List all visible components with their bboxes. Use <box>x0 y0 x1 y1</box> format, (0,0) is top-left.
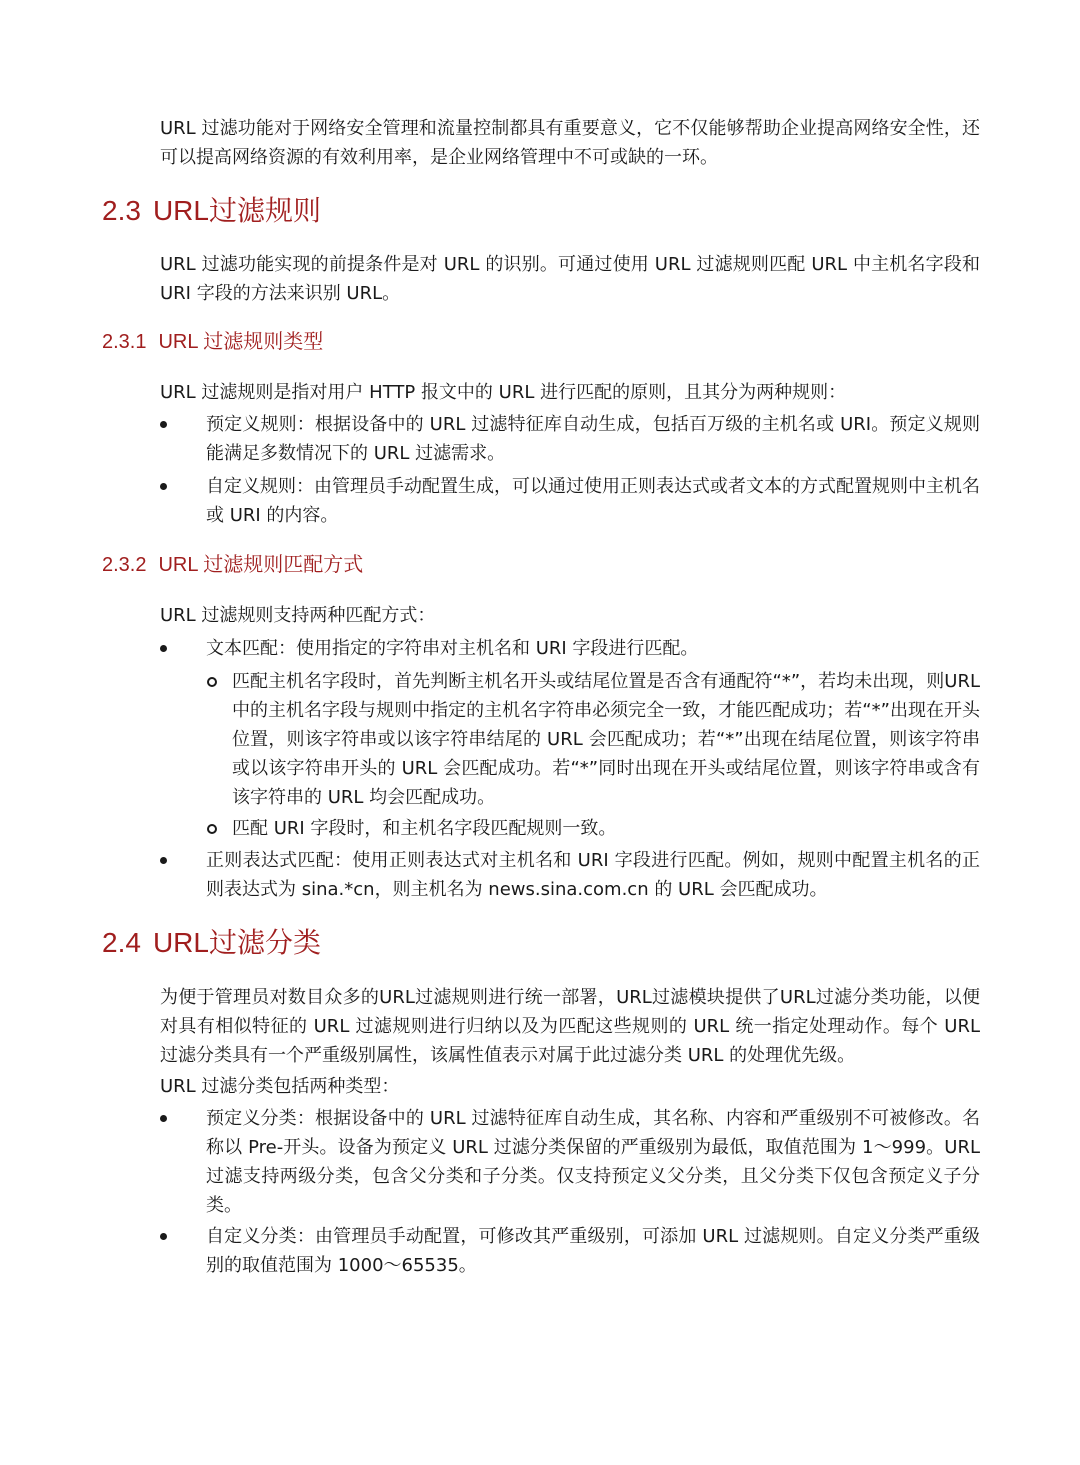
section-2-4-lead: URL 过滤分类包括两种类型： <box>160 1076 400 1097</box>
section-title: URL过滤规则 <box>152 195 321 226</box>
section-heading-2-4 <box>102 925 321 961</box>
section-heading-2-3 <box>102 193 321 229</box>
bullet-icon <box>160 483 167 490</box>
section-title: URL 过滤规则匹配方式 <box>158 554 364 576</box>
list-item: 文本匹配：使用指定的字符串对主机名和 URI 字段进行匹配。 <box>206 634 980 663</box>
section-title: URL 过滤规则类型 <box>158 331 324 353</box>
list-item: 预定义分类：根据设备中的 URL 过滤特征库自动生成，其名称、内容和严重级别不可被修改。名称以 Pre-开头。设备为预定义 URL 过滤分类保留的严重级别为最低，取值范围为 1～999。URL 过滤支持两级分类，包含父分类和子分类。仅支持预定义父分类，且父分类下仅包含预定义子分类。 <box>206 1104 980 1220</box>
section-number: 2.3 <box>102 195 141 226</box>
intro-paragraph: URL 过滤功能对于网络安全管理和流量控制都具有重要意义，它不仅能够帮助企业提高网络安全性，还可以提高网络资源的有效利用率，是企业网络管理中不可或缺的一环。 <box>160 118 980 168</box>
section-2-3-1-lead: URL 过滤规则是指对用户 HTTP 报文中的 URL 进行匹配的原则，且其分为两种规则： <box>160 382 847 403</box>
section-2-4-paragraph: 为便于管理员对数目众多的URL过滤规则进行统一部署，URL过滤模块提供了URL过滤分类功能，以便对具有相似特征的 URL 过滤规则进行归纳以及为匹配这些规则的 URL 统一指定处理动作。每个 URL 过滤分类具有一个严重级别属性，该属性值表示对属于此过滤分类 URL 的处理优先级。 <box>160 987 980 1066</box>
bullet-icon <box>160 1233 167 1240</box>
list-item: 预定义规则：根据设备中的 URL 过滤特征库自动生成，包括百万级的主机名或 URI。预定义规则能满足多数情况下的 URL 过滤需求。 <box>206 410 980 468</box>
sub-list-item: 匹配主机名字段时，首先判断主机名开头或结尾位置是否含有通配符“*”，若均未出现，则URL中的主机名字段与规则中指定的主机名字符串必须完全一致，才能匹配成功；若“*”出现在开头位置，则该字符串或以该字符串结尾的 URL 会匹配成功；若“*”出现在结尾位置，则该字符串或以该字符串开头的 URL 会匹配成功。若“*”同时出现在开头或结尾位置，则该字符串或含有该字符串的 URL 均会匹配成功。 <box>232 667 980 812</box>
list-item: 自定义分类：由管理员手动配置，可修改其严重级别，可添加 URL 过滤规则。自定义分类严重级别的取值范围为 1000～65535。 <box>206 1222 980 1280</box>
sub-list-item: 匹配 URI 字段时，和主机名字段匹配规则一致。 <box>232 814 980 843</box>
section-number: 2.3.2 <box>102 554 147 576</box>
list-item: 正则表达式匹配：使用正则表达式对主机名和 URI 字段进行匹配。例如，规则中配置主机名的正则表达式为 sina.*cn，则主机名为 news.sina.com.cn 的 URL 会匹配成功。 <box>206 846 980 904</box>
section-number: 2.4 <box>102 927 141 958</box>
section-2-3-paragraph: URL 过滤功能实现的前提条件是对 URL 的识别。可通过使用 URL 过滤规则匹配 URL 中主机名字段和 URI 字段的方法来识别 URL。 <box>160 254 980 304</box>
section-title: URL过滤分类 <box>152 927 321 958</box>
section-heading-2-3-1 <box>102 328 323 356</box>
hollow-bullet-icon <box>207 677 217 687</box>
bullet-icon <box>160 1115 167 1122</box>
list-item: 自定义规则：由管理员手动配置生成，可以通过使用正则表达式或者文本的方式配置规则中主机名或 URI 的内容。 <box>206 472 980 530</box>
section-number: 2.3.1 <box>102 331 147 353</box>
bullet-icon <box>160 645 167 652</box>
section-2-3-2-lead: URL 过滤规则支持两种匹配方式： <box>160 605 436 626</box>
bullet-icon <box>160 421 167 428</box>
hollow-bullet-icon <box>207 824 217 834</box>
section-heading-2-3-2 <box>102 551 363 579</box>
bullet-icon <box>160 857 167 864</box>
